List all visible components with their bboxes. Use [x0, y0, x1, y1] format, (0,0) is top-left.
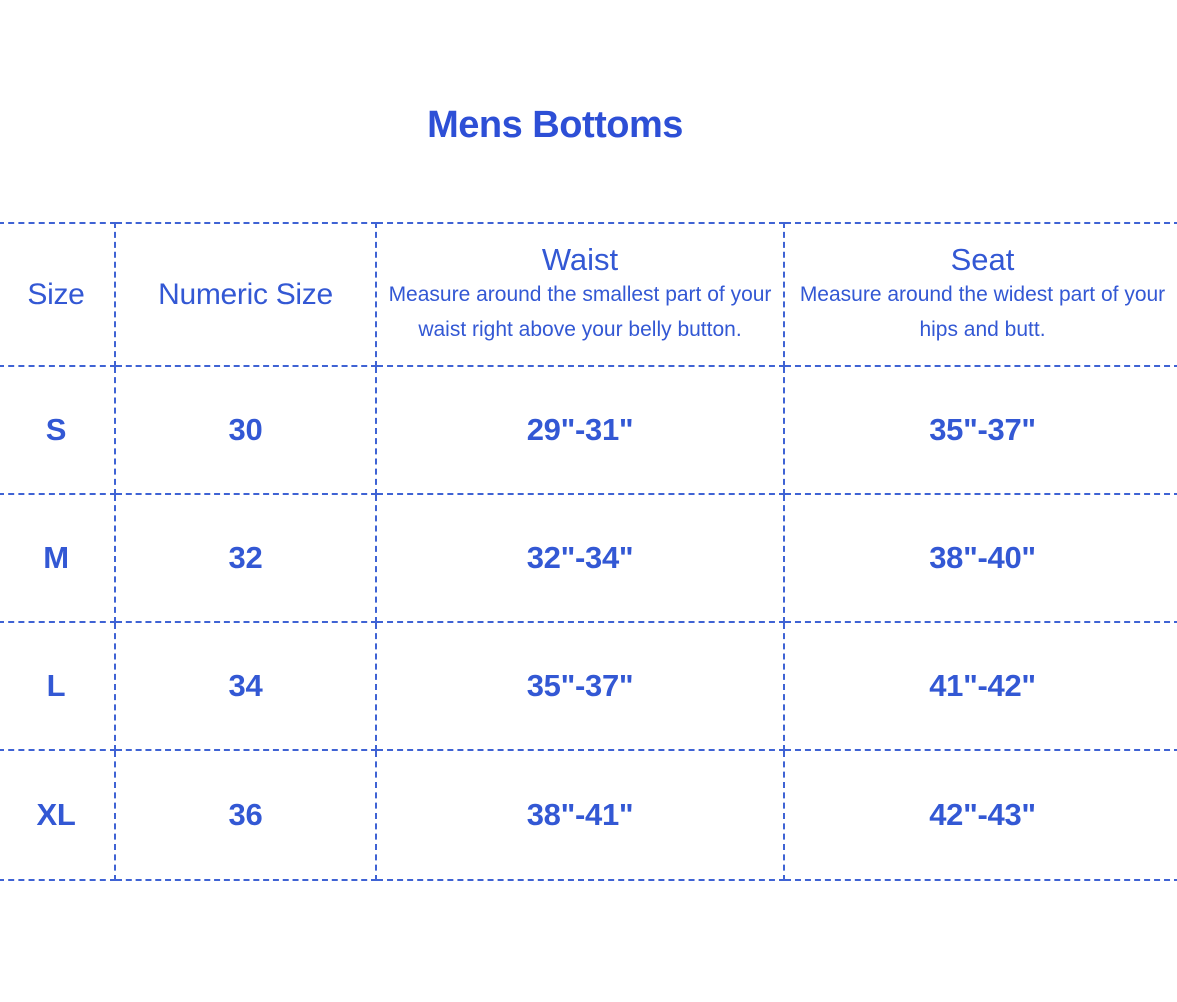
cell-numeric-size: 34	[115, 622, 376, 750]
header-seat-description: Measure around the widest part of your hips and butt.	[799, 282, 1166, 341]
table-row	[0, 494, 1177, 622]
cell-waist: 29"-31"	[376, 366, 784, 494]
table-row	[0, 622, 1177, 750]
cell-waist: 38"-41"	[376, 750, 784, 880]
cell-size: S	[0, 366, 115, 494]
header-numeric-size-label: Numeric Size	[158, 277, 333, 311]
cell-seat: 38"-40"	[784, 494, 1177, 622]
cell-numeric-size: 30	[115, 366, 376, 494]
cell-seat: 35"-37"	[784, 366, 1177, 494]
header-seat-label: Seat	[950, 241, 1015, 277]
header-row	[0, 223, 1177, 366]
header-numeric-size	[115, 223, 376, 366]
header-seat	[784, 223, 1177, 366]
chart-title: Mens Bottoms	[427, 104, 683, 146]
cell-numeric-size: 36	[115, 750, 376, 880]
cell-seat: 41"-42"	[784, 622, 1177, 750]
cell-size: M	[0, 494, 115, 622]
size-chart-table	[0, 222, 1177, 881]
cell-size: XL	[0, 750, 115, 880]
header-waist-description: Measure around the smallest part of your waist right above your belly button.	[388, 282, 772, 341]
table-header	[0, 223, 1177, 366]
header-size	[0, 223, 115, 366]
cell-seat: 42"-43"	[784, 750, 1177, 880]
cell-waist: 35"-37"	[376, 622, 784, 750]
header-waist-label: Waist	[541, 241, 619, 277]
cell-numeric-size: 32	[115, 494, 376, 622]
header-waist	[376, 223, 784, 366]
cell-waist: 32"-34"	[376, 494, 784, 622]
cell-size: L	[0, 622, 115, 750]
table-row	[0, 750, 1177, 880]
header-size-label: Size	[27, 277, 85, 311]
table-row	[0, 366, 1177, 494]
table-body	[0, 366, 1177, 880]
